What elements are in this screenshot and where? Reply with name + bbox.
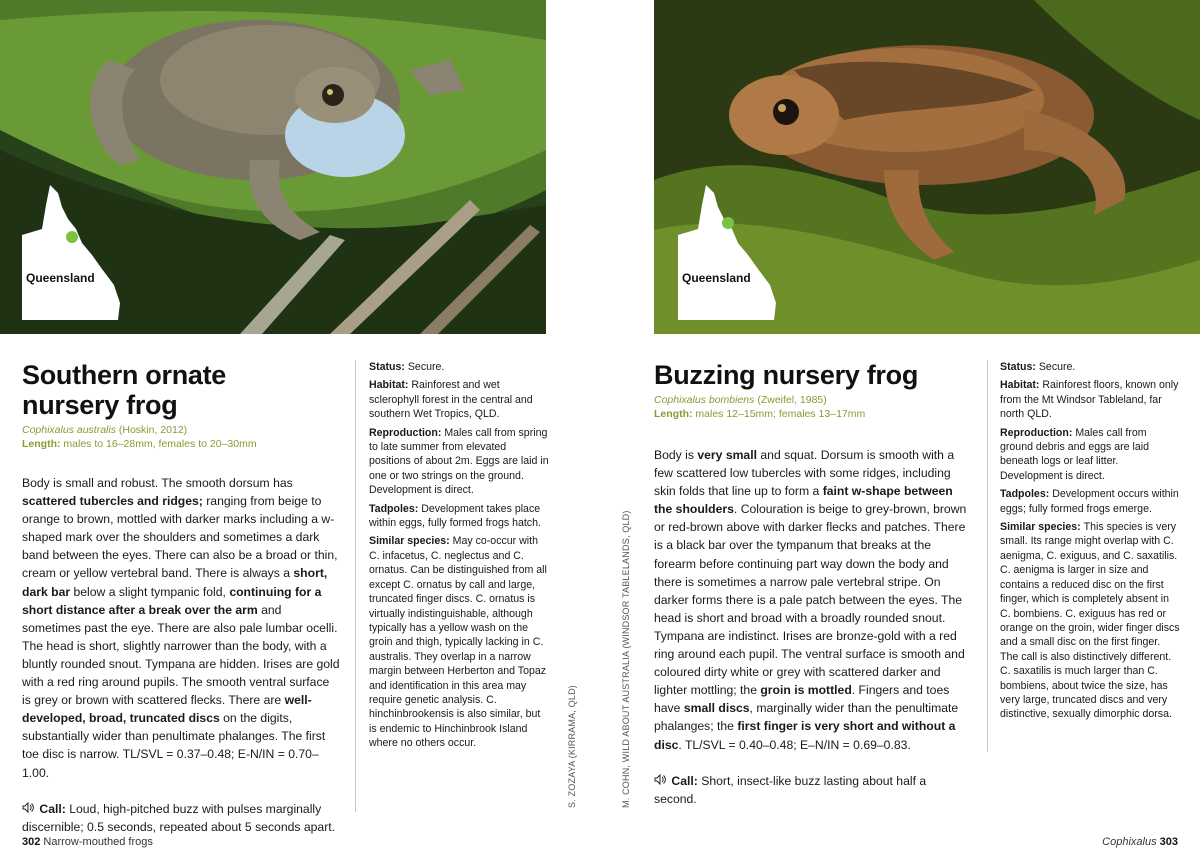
length-left	[22, 438, 340, 450]
sci-name: Cophixalus bombiens	[654, 394, 755, 406]
length-value: males to 16–28mm, females to 20–30mm	[63, 438, 257, 450]
column-divider-right	[987, 360, 988, 752]
call-text: Loud, high-pitched buzz with pulses marginally discernible; 0.5 seconds, repeated about 5 seconds apart.	[22, 801, 336, 834]
body-text: on the digits, substantially wider than penultimate phalanges. The first toe disc is narrow. TL/SVL = 0.37–0.48; E-N/IN = 0.70–1.00.	[22, 711, 326, 780]
scientific-name-left	[22, 424, 340, 436]
emphasis-text: scattered tubercles and ridges;	[22, 494, 203, 509]
fact-paragraph	[369, 534, 549, 750]
page-number-left: 302	[22, 836, 41, 848]
length-label: Length:	[22, 438, 61, 450]
fact-paragraph	[369, 426, 549, 498]
body-text: . TL/SVL = 0.40–0.48; E–N/IN = 0.69–0.83.	[678, 737, 911, 752]
description-left	[22, 474, 340, 782]
sci-name: Cophixalus australis	[22, 424, 116, 436]
fact-text: Rainforest floors, known only from the Mt Windsor Tableland, far north QLD.	[1000, 379, 1179, 421]
emphasis-text: faint w-shape between the shoulders	[654, 484, 953, 517]
fact-label: Reproduction:	[1000, 426, 1076, 439]
facts-sidebar-left	[369, 360, 549, 755]
column-divider-left	[355, 360, 356, 812]
description-right	[654, 446, 972, 754]
body-text: . Colouration is beige to grey-brown, brown or red-brown above with darker flecks and patches. There is a black bar over the tympanum that breaks at the forearm before continuing part way down the body and there is sometimes a narrow pale vertebral stripe. On darker forms there is a pale patch between the eyes. The head is short and broad with a broadly rounded snout. Tympana are indistinct. Irises are bronze-gold with a red ring around each pupil. The ventral surface is smooth and coloured dirty white or grey with scattered darker and lighter mottling; the	[654, 502, 967, 698]
sci-authority: (Zweifel, 1985)	[757, 394, 827, 406]
species-entry-right	[654, 360, 972, 808]
fact-paragraph	[369, 360, 549, 374]
emphasis-text: small discs	[683, 701, 750, 716]
emphasis-text: first finger is very short and without a disc	[654, 719, 956, 752]
fact-text: Development occurs within eggs; fully formed frogs emerge.	[1000, 488, 1179, 515]
fact-paragraph	[1000, 360, 1180, 374]
fact-text: Rainforest and wet sclerophyll forest in the central and southern Wet Tropics, QLD.	[369, 379, 533, 421]
fact-label: Similar species:	[369, 535, 453, 548]
fact-paragraph	[369, 378, 549, 421]
fact-label: Status:	[1000, 361, 1039, 373]
photo-credit-right: M. COHN, WILD ABOUT AUSTRALIA (WINDSOR TABLELANDS, QLD)	[621, 510, 631, 808]
title-line-1: Southern ornate	[22, 360, 227, 390]
emphasis-text: continuing for a short distance after a break over the arm	[22, 584, 322, 617]
body-text: ranging from beige to orange to brown, mottled with darker marks including a w-shaped mark over the shoulders and sometimes a dark band between the eyes. There can also be a broad or thin, cream or yellow vertebral band. There is always a	[22, 494, 338, 581]
call-label: Call:	[39, 801, 66, 816]
fact-label: Similar species:	[1000, 521, 1084, 534]
fact-label: Habitat:	[369, 379, 412, 392]
queensland-map-right	[678, 185, 778, 320]
fact-label: Habitat:	[1000, 379, 1043, 392]
sci-authority: (Hoskin, 2012)	[118, 424, 188, 436]
map-label-left: Queensland	[26, 271, 95, 285]
length-value: males 12–15mm; females 13–17mm	[695, 408, 866, 420]
running-head-left: Narrow-mouthed frogs	[43, 836, 153, 848]
call-left	[22, 800, 340, 836]
fact-paragraph	[1000, 378, 1180, 421]
emphasis-text: short, dark bar	[22, 566, 328, 599]
footer-left	[22, 836, 153, 848]
fact-text: This species is very small. Its range might overlap with C. aenigma, C. exiguus, and C. saxatilis. C. aenigma is larger in size and contains a reduced disc on the first finger, which is completely absent in C. bombiens. C. exiguus has red or orange on the groin, wider finger discs and a small disc on the first finger. The call is also distinctively different. C. saxatilis is much larger than C. bombiens, about twice the size, has very large, truncated discs and very distinctive, sexually dimorphic dorsa.	[1000, 521, 1180, 721]
body-text: . Fingers and toes have	[654, 683, 950, 716]
speaker-icon	[654, 772, 668, 790]
fact-label: Tadpoles:	[369, 502, 422, 515]
length-right	[654, 408, 972, 420]
emphasis-text: groin is mottled	[760, 683, 852, 698]
footer-right	[1102, 836, 1178, 848]
call-right	[654, 772, 972, 808]
call-label: Call:	[671, 773, 698, 788]
photo-credit-left: S. ZOZAYA (KIRRAMA, QLD)	[567, 685, 577, 808]
speaker-icon	[22, 800, 36, 818]
body-text: and squat. Dorsum is smooth with a few scattered low tubercles with some ridges, including skin folds that line up to form a	[654, 448, 955, 499]
running-head-right: Cophixalus	[1102, 836, 1157, 848]
fact-paragraph	[1000, 487, 1180, 516]
fact-label: Status:	[369, 361, 408, 373]
body-text: Body is	[654, 448, 698, 462]
fact-text: Males call from spring to late summer from elevated positions of about 2m. Eggs are laid in one or two strings on the ground. Development is direct.	[369, 426, 549, 497]
fact-text: May co-occur with C. infacetus, C. neglectus and C. ornatus. Can be distinguished from all except C. ornatus by call and large, truncated finger discs. C. ornatus is virtually indistinguishable, although typically has a yellow wash on the groin and thigh, typically lacking in C. australis. They overlap in a narrow margin between Herberton and Topaz and identification in this area may require genetic analysis. C. hinchinbrookensis is also similar, but is endemic to Hinchinbrook Island where no others occur.	[369, 535, 547, 750]
fact-paragraph	[1000, 426, 1180, 484]
facts-sidebar-right	[1000, 360, 1180, 726]
body-text: Body is small and robust. The smooth dorsum has	[22, 476, 293, 490]
fact-text: Males call from ground debris and eggs are laid beneath logs or leaf litter. Development is direct.	[1000, 426, 1150, 482]
call-text: Short, insect-like buzz lasting about half a second.	[654, 773, 927, 806]
fact-text: Secure.	[407, 361, 445, 373]
length-label: Length:	[654, 408, 693, 420]
emphasis-text: well-developed, broad, truncated discs	[22, 693, 312, 726]
scientific-name-right	[654, 394, 972, 406]
emphasis-text: very small	[697, 448, 757, 462]
page-number-right: 303	[1159, 836, 1178, 848]
fact-text: Secure.	[1038, 361, 1076, 373]
title-line-2: nursery frog	[22, 390, 178, 420]
species-entry-left	[22, 360, 340, 836]
species-title-right	[654, 360, 972, 390]
fact-label: Reproduction:	[369, 426, 445, 439]
title-line-1: Buzzing nursery frog	[654, 360, 919, 390]
fact-paragraph	[369, 502, 549, 531]
map-label-right: Queensland	[682, 271, 751, 285]
fact-text: Development takes place within eggs, fully formed frogs hatch.	[369, 502, 541, 530]
fact-label: Tadpoles:	[1000, 488, 1053, 501]
queensland-map-left	[22, 185, 122, 320]
fact-paragraph	[1000, 520, 1180, 722]
body-text: below a slight tympanic fold,	[70, 584, 230, 599]
body-text: and sometimes past the eye. There are also pale lumbar ocelli. The head is short, slightly narrower than the body, with a bluntly rounded snout. Tympana are hidden. Irises are gold with a red ring around pupils. The smooth ventral surface is grey or brown with scattered flecks. There are	[22, 602, 340, 708]
body-text: , marginally wider than the penultimate phalanges; the	[654, 701, 959, 734]
species-title-left	[22, 360, 340, 420]
